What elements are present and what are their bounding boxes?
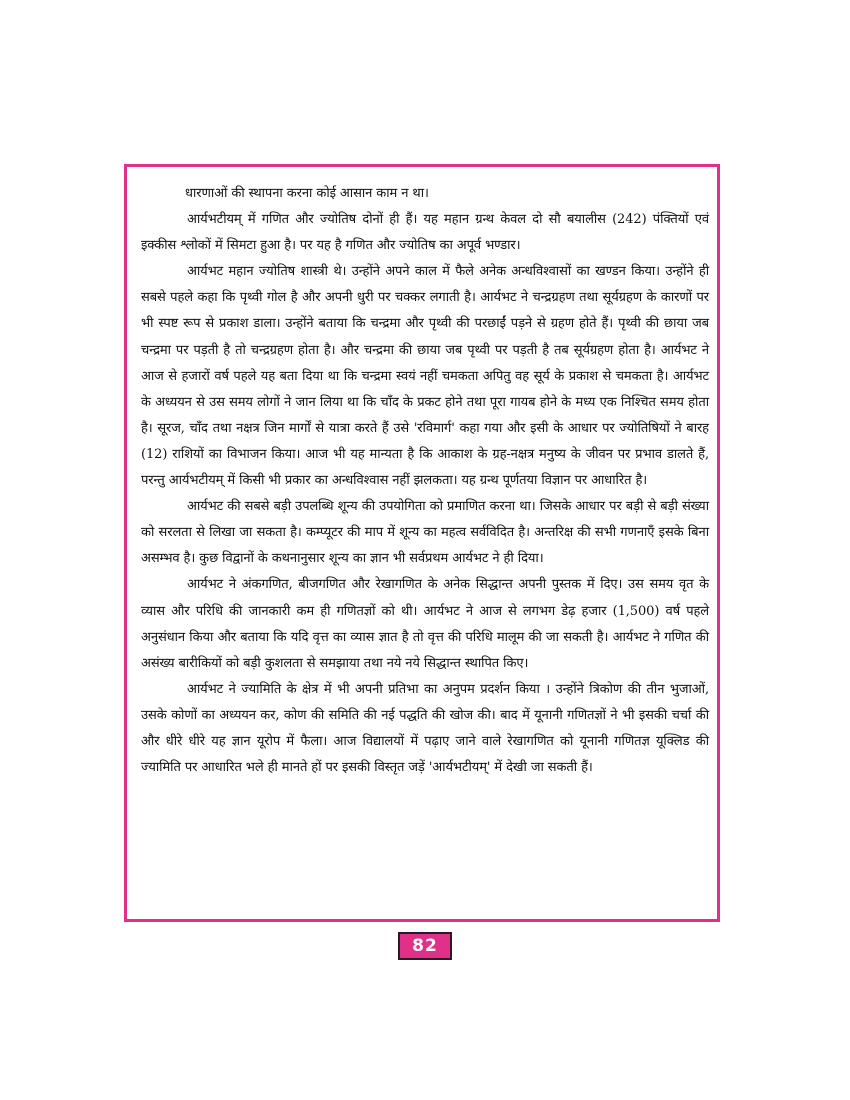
paragraph-geometry: आर्यभट ने ज्यामिति के क्षेत्र में भी अपनी प्रतिभा का अनुपम प्रदर्शन किया । उन्होंने त्रिकोण की तीन भुजाओं, उसके कोणों का अध्ययन कर, कोण की समिति की नई पद्धति की खोज की। बाद में यूनानी गणितज्ञों ने भी इसकी चर्चा की और धीरे धीरे यह ज्ञान यूरोप में फैला। आज विद्यालयों में पढ़ाए जाने वाले रेखागणित को यूनानी गणितज्ञ यूक्लिड की ज्यामिति पर आधारित भले ही मानते हों पर इसकी विस्तृत जड़ें 'आर्यभटीयम्' में देखी जा सकती हैं। <box>141 681 709 776</box>
paragraph-mathematics: आर्यभट ने अंकगणित, बीजगणित और रेखागणित के अनेक सिद्धान्त अपनी पुस्तक में दिए। उस समय वृत के व्यास और परिधि की जानकारी कम ही गणितज्ञों को थी। आर्यभट ने आज से लगभग डेढ़ हजार (1,500) वर्ष पहले अनुसंधान किया और बताया कि यदि वृत्त का व्यास ज्ञात है तो वृत्त की परिधि मालूम की जा सकती है। आर्यभट ने गणित की असंख्य बारीकियों को बड़ी कुशलता से समझाया तथा नये नये सिद्धान्त स्थापित किए। <box>141 577 709 671</box>
content-frame <box>124 164 720 922</box>
paragraph-zero: आर्यभट की सबसे बड़ी उपलब्धि शून्य की उपयोगिता को प्रमाणित करना था। जिसके आधार पर बड़ी से बड़ी संख्या को सरलता से लिखा जा सकता है। कम्प्यूटर की माप में शून्य का महत्व सर्वविदित है। अन्तरिक्ष की सभी गणनाएँ इसके बिना असम्भव है। कुछ विद्वानों के कथनानुसार शून्य का ज्ञान भी सर्वप्रथम आर्यभट ने ही दिया। <box>141 499 709 567</box>
page-number-badge: 82 <box>398 932 452 960</box>
paragraph-intro-continuation: धारणाओं की स्थापना करना कोई आसान काम न था। <box>185 186 429 201</box>
paragraph-astronomy: आर्यभट महान ज्योतिष शास्त्री थे। उन्होंने अपने काल में फैले अनेक अन्धविश्वासों का खण्डन किया। उन्होंने ही सबसे पहले कहा कि पृथ्वी गोल है और अपनी धुरी पर चक्कर लगाती है। आर्यभट ने चन्द्रग्रहण तथा सूर्यग्रहण के कारणों पर भी स्पष्ट रूप से प्रकाश डाला। उन्होंने बताया कि चन्द्रमा और पृथ्वी की परछाईं पड़ने से ग्रहण होते हैं। पृथ्वी की छाया जब चन्द्रमा पर पड़ती है तो चन्द्रग्रहण होता है। और चन्द्रमा की छाया जब पृथ्वी पर पड़ती है तब सूर्यग्रहण होता है। आर्यभट ने आज से हजारों वर्ष पहले यह बता दिया था कि चन्द्रमा स्वयं नहीं चमकता अपितु वह सूर्य के प्रकाश से चमकता है। आर्यभट के अध्ययन से उस समय लोगों ने जान लिया था कि चाँद के प्रकट होने तथा पूरा गायब होने के मध्य एक निश्चित समय होता है। सूरज, चाँद तथा नक्षत्र जिन मार्गों से यात्रा करते हैं उसे 'रविमार्ग' कहा गया और इसी के आधार पर ज्योतिषियों ने बारह (12) राशियों का विभाजन किया। आज भी यह मान्यता है कि आकाश के ग्रह-नक्षत्र मनुष्य के जीवन पर प्रभाव डालते हैं, परन्तु आर्यभटीयम् में किसी भी प्रकार का अन्धविश्वास नहीं झलकता। यह ग्रन्थ पूर्णतया विज्ञान पर आधारित है। <box>141 264 709 489</box>
paragraph-aryabhatiyam: आर्यभटीयम् में गणित और ज्योतिष दोनों ही हैं। यह महान ग्रन्थ केवल दो सौ बयालीस (242) पंक्तियों एवं इक्कीस श्लोकों में सिमटा हुआ है। पर यह है गणित और ज्योतिष का अपूर्व भण्डार। <box>141 212 709 254</box>
